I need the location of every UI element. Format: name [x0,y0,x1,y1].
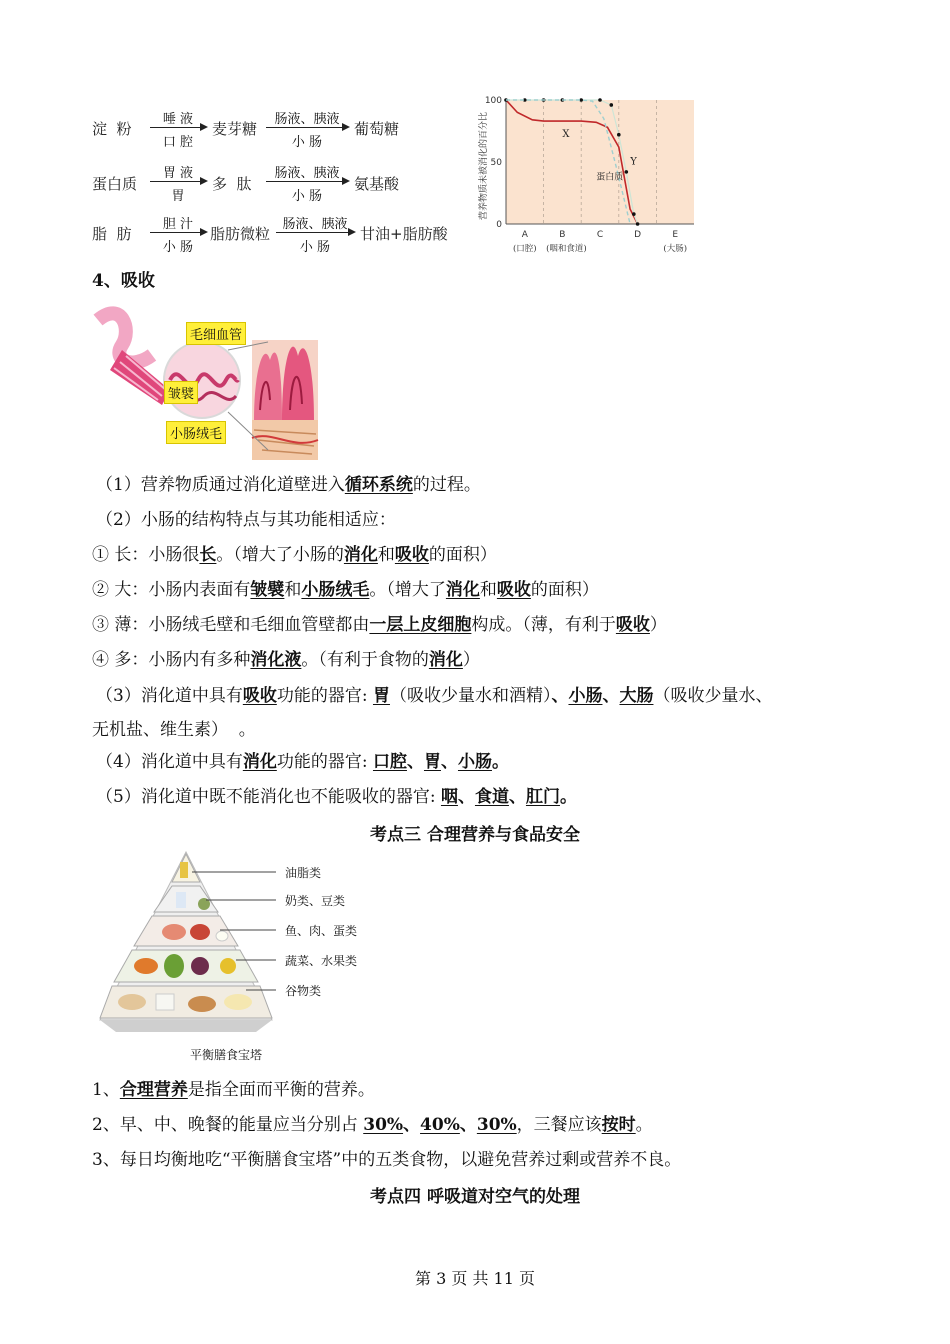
pyramid-label-meat: 鱼、肉、蛋类 [285,924,358,938]
reaction-arrow [150,232,206,233]
pyramid-label-vegetables: 蔬菜、水果类 [285,954,358,968]
para-absorb-6: ④ 多：小肠内有多种消化液。（有利于食物的消化） [92,650,480,670]
y-axis-label: 营养物质未被消化的百分比 [479,111,489,220]
series-point-y [636,222,640,226]
series-point-y [632,212,636,216]
pyramid-tier-vegetables [114,950,258,982]
label-capillary: 毛细血管 [186,322,246,345]
enzyme-label: 胃 液 [162,166,194,181]
reaction-arrow [276,232,354,233]
pyramid-tier-oils [172,854,200,882]
series-point-y [609,103,613,107]
villi-block [252,340,318,460]
reaction-arrow [266,127,348,128]
series-point-y [617,133,621,137]
para-absorb-1: （1）营养物质通过消化道壁进入循环系统的过程。 [96,475,481,495]
substrate-protein: 蛋白质 [92,175,138,193]
x-category-note: (口腔) [512,244,537,254]
site-label: 小 肠 [291,189,323,204]
series-label-x: X [562,129,570,141]
intermediate-fat-droplet: 脂肪微粒 [210,225,271,243]
x-tick-label: A [521,230,528,240]
magnified-fold [164,342,240,418]
x-tick-label: C [596,230,604,240]
para-absorb-5: ③ 薄：小肠绒毛壁和毛细血管壁都由一层上皮细胞构成。（薄，有利于吸收） [92,615,667,635]
x-category-note: (大肠) [663,244,688,254]
x-tick-label: E [672,230,679,240]
para-nutrition-2: 2、早、中、晚餐的能量应当分别占 30%、40%、30%，三餐应该按时。 [92,1115,653,1135]
y-tick-label: 0 [496,220,502,230]
site-label: 小 肠 [299,240,331,255]
enzyme-label: 唾 液 [162,112,194,127]
para-absorb-2: （2）小肠的结构特点与其功能相适应： [96,510,396,530]
pyramid-caption: 平衡膳食宝塔 [190,1048,263,1062]
x-tick-label: D [634,230,642,240]
product-glycerol-fatty-acid: 甘油+脂肪酸 [360,225,448,243]
enzyme-label: 胆 汁 [162,217,194,232]
series-point-y [625,170,629,174]
series-label-y: Y [630,156,637,168]
x-tick-label: B [559,230,566,240]
enzyme-label: 肠液、胰液 [274,166,340,181]
intermediate-peptide: 多 肽 [212,175,252,193]
enzyme-label: 肠液、胰液 [282,217,348,232]
site-label: 小 肠 [162,240,194,255]
product-glucose: 葡萄糖 [354,120,400,138]
y-tick-label: 50 [490,158,502,168]
site-label: 口 腔 [162,135,194,150]
product-amino-acid: 氨基酸 [354,175,400,193]
para-absorb-8: （4）消化道中具有消化功能的器官: 口腔、胃、小肠。 [96,752,509,772]
section-heading-respiratory: 考点四 呼吸道对空气的处理 [370,1187,580,1207]
pyramid-label-dairy: 奶类、豆类 [285,894,346,908]
series-point-y [598,98,602,102]
chart-plot-area [506,100,694,224]
digestion-chart [470,92,710,262]
enzyme-label: 肠液、胰液 [274,112,340,127]
para-absorb-9: （5）消化道中既不能消化也不能吸收的器官: 咽、食道、肛门。 [96,787,577,807]
para-absorb-4: ② 大：小肠内表面有皱襞和小肠绒毛。（增大了消化和吸收的面积） [92,580,599,600]
pyramid-label-grains: 谷物类 [285,984,322,998]
label-villi: 小肠绒毛 [166,421,226,444]
intermediate-maltose: 麦芽糖 [212,120,258,138]
site-label: 小 肠 [291,135,323,150]
x-category-note: (咽和食道) [546,244,587,254]
food-pyramid [96,848,276,1038]
pyramid-tier-meat [134,916,238,946]
para-nutrition-3: 3、每日均衡地吃“平衡膳食宝塔”中的五类食物，以避免营养过剩或营养不良。 [92,1150,682,1170]
para-absorb-7b: 无机盐、维生素） 。 [92,720,256,740]
section-heading-nutrition: 考点三 合理营养与食品安全 [370,825,580,845]
curve-label-protein: 蛋白质 [596,172,624,183]
pyramid-tier-dairy [154,886,218,912]
para-nutrition-1: 1、合理营养是指全面而平衡的营养。 [92,1080,375,1100]
para-absorb-7: （3）消化道中具有吸收功能的器官: 胃（吸收少量水和酒精）、小肠、大肠（吸收少量水、 [96,686,773,706]
pyramid-label-oils: 油脂类 [285,866,322,880]
label-fold: 皱襞 [164,381,198,404]
site-label: 胃 [171,189,185,204]
reaction-arrow [150,127,206,128]
reaction-arrow [150,181,206,182]
y-tick-label: 100 [484,96,502,106]
para-absorb-3: ① 长：小肠很长。（增大了小肠的消化和吸收的面积） [92,545,497,565]
page-footer: 第 3 页 共 11 页 [415,1269,535,1288]
pyramid-tier-grains [100,986,272,1018]
reaction-arrow [266,181,348,182]
substrate-starch: 淀 粉 [92,120,132,138]
section-title-absorption: 4、吸收 [92,271,155,291]
substrate-fat: 脂 肪 [92,225,132,243]
